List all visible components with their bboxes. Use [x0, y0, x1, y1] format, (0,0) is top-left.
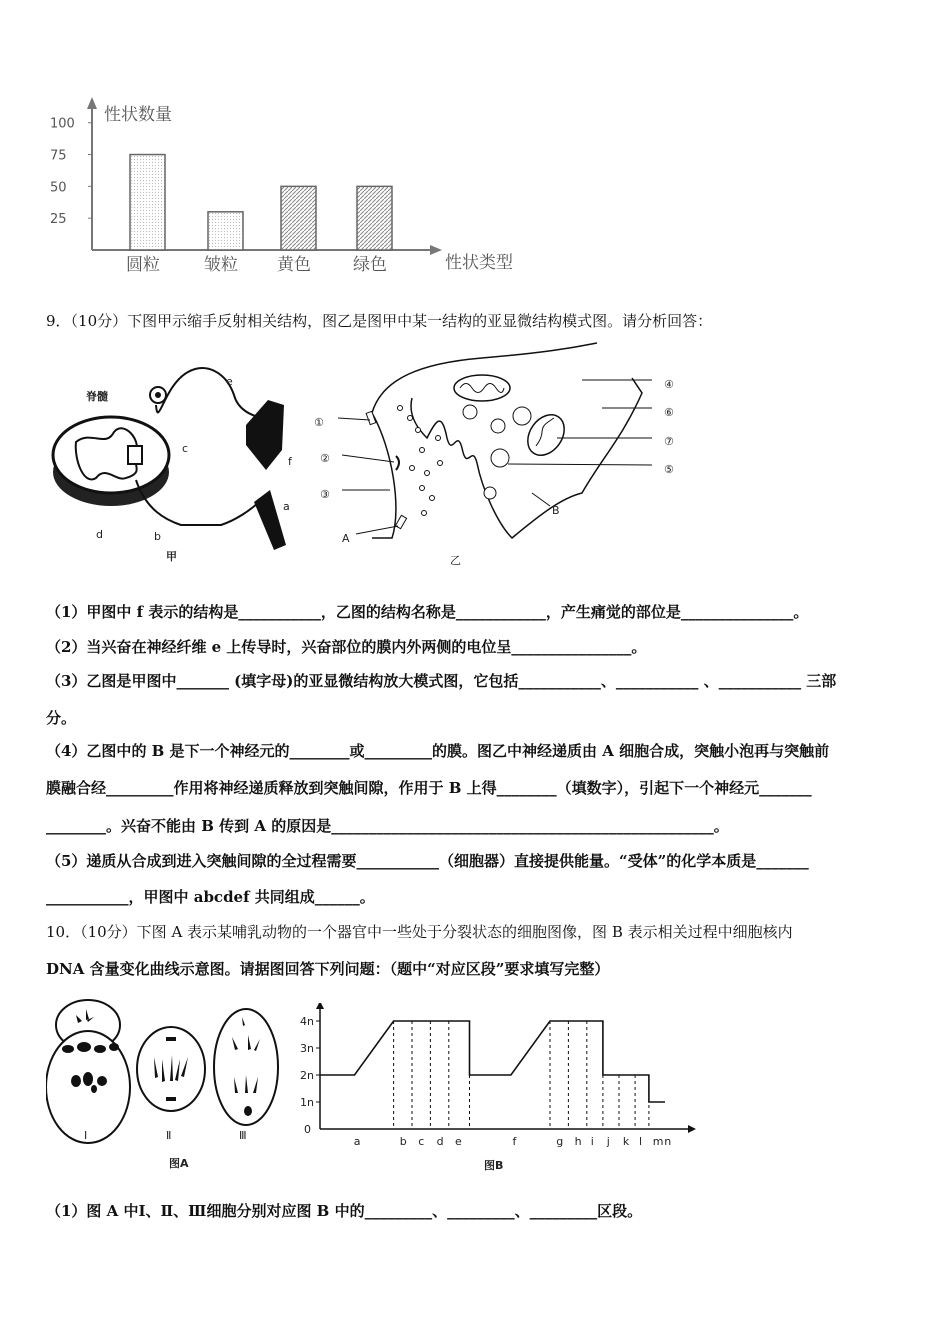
label-cell-III: Ⅲ [239, 1129, 247, 1142]
receptor-1 [366, 411, 376, 424]
segment-label-g: g [556, 1135, 564, 1148]
label-c: c [182, 442, 189, 455]
caption-yi: 乙 [450, 554, 461, 567]
label-B: B [552, 504, 560, 517]
segment-label-b: b [399, 1135, 407, 1148]
segment-label-k: k [622, 1135, 630, 1148]
label-2: ② [320, 452, 330, 465]
y-tick-label: 75 [50, 148, 67, 164]
segment-label-d: d [436, 1135, 444, 1148]
synaptic-vesicle [491, 419, 505, 433]
category-label: 皱粒 [204, 255, 238, 275]
y-tick-label: 50 [50, 180, 67, 196]
y-tick-label: 4n [300, 1015, 314, 1028]
mitochondrion-icon [454, 375, 510, 401]
synaptic-vesicle [491, 449, 509, 467]
label-e: e [226, 375, 233, 388]
caption-figB: 图B [484, 1159, 504, 1172]
label-1: ① [314, 416, 324, 429]
y-ticks [300, 1015, 320, 1136]
segment-label-m: m [652, 1135, 664, 1148]
segment-label-a: a [353, 1135, 361, 1148]
postsynaptic-membrane [411, 378, 642, 538]
x-axis-label: 性状类型 [445, 253, 513, 273]
q9-part4-line2: 膜融合经_________作用将神经递质释放到突触间隙，作用于 B 上得________（填数字），引起下一个神经元_______ [46, 779, 812, 797]
figure-A-cells [46, 997, 291, 1177]
afferent-nerve-e [156, 368, 261, 418]
label-4: ④ [664, 378, 674, 391]
category-label: 圆粒 [126, 255, 160, 275]
spinal-cord-section [53, 417, 169, 493]
dna-curve [320, 1021, 665, 1102]
segment-label-l: l [639, 1135, 643, 1148]
figure-B-dna-chart [298, 1003, 708, 1175]
label-d: d [96, 528, 103, 541]
label-b: b [154, 530, 161, 543]
x-axis-arrow [430, 245, 442, 255]
segment-label-n: n [664, 1135, 672, 1148]
label-cell-II: Ⅱ [166, 1129, 172, 1142]
synaptic-vesicle [484, 487, 496, 499]
q9-part1: （1）甲图中 f 表示的结构是___________，乙图的结构名称是____________，产生痛觉的部位是_______________。 [46, 603, 809, 621]
spinal-interneuron [128, 446, 142, 464]
q9-part3-line1: （3）乙图是甲图中_______ (填字母)的亚显微结构放大模式图，它包括___________、___________ 、___________ 三部 [46, 672, 837, 690]
bar-黄色 [281, 186, 316, 250]
label-3: ③ [320, 488, 330, 501]
y-tick-label: 0 [304, 1123, 311, 1136]
label-A: A [342, 532, 350, 545]
q9-part3-line2: 分。 [46, 709, 77, 727]
segment-label-h: h [574, 1135, 582, 1148]
y-tick-label: 3n [300, 1042, 314, 1055]
y-tick-label: 25 [50, 212, 67, 228]
q10-title-line1: 10．（10分）下图 A 表示某哺乳动物的一个器官中一些处于分裂状态的细胞图像，图 B 表示相关过程中细胞核内 [46, 923, 793, 941]
caption-jia: 甲 [166, 550, 177, 563]
segment-label-f: f [512, 1135, 517, 1148]
bar-绿色 [357, 186, 392, 250]
y-tick-label: 1n [300, 1096, 314, 1109]
segment-label-j: j [606, 1135, 610, 1148]
trait-bar-chart [40, 95, 560, 285]
q9-part5-line1: （5）递质从合成到进入突触间隙的全过程需要___________（细胞器）直接提供能量。“受体”的化学本质是_______ [46, 852, 809, 870]
bar-圆粒 [130, 155, 165, 250]
figure-jia [46, 360, 308, 570]
category-label: 黄色 [277, 255, 311, 275]
bar-皱粒 [208, 212, 243, 250]
receptor-f [246, 400, 284, 470]
y-axis-label: 性状数量 [104, 105, 172, 125]
segment-label-i: i [590, 1135, 594, 1148]
label-spinal-cord: 脊髓 [86, 390, 108, 403]
label-cell-I: Ⅰ [84, 1129, 88, 1142]
segment-labels [354, 1135, 672, 1148]
y-ticks [50, 117, 92, 227]
q9-part4-line3: ________。兴奋不能由 B 传到 A 的原因是___________________________________________________。 [46, 817, 729, 835]
segment-label-c: c [418, 1135, 425, 1148]
effector-a [254, 490, 286, 550]
label-6: ⑥ [664, 406, 674, 419]
q9-part5-line2: ___________，甲图中 abcdef 共同组成______。 [46, 888, 375, 906]
synaptic-vesicle [463, 405, 477, 419]
bars [126, 155, 392, 275]
y-tick-label: 2n [300, 1069, 314, 1082]
category-label: 绿色 [353, 255, 387, 275]
q10-part1: （1）图 A 中Ⅰ、Ⅱ、Ⅲ细胞分别对应图 B 中的_________、_________、_________区段。 [46, 1202, 643, 1220]
y-tick-label: 100 [50, 116, 75, 132]
caption-figA: 图A [169, 1157, 189, 1170]
q9-title: 9．（10分）下图甲示缩手反射相关结构，图乙是图甲中某一结构的亚显微结构模式图。请分析回答： [46, 312, 713, 330]
label-7: ⑦ [664, 435, 674, 448]
y-axis-arrow [87, 97, 97, 109]
figure-yi [312, 338, 712, 573]
q9-part4-line1: （4）乙图中的 B 是下一个神经元的________或_________的膜。图乙中神经递质由 A 细胞合成，突触小泡再与突触前 [46, 742, 830, 760]
label-a: a [283, 500, 290, 513]
q10-title-line2: DNA 含量变化曲线示意图。请据图回答下列问题：（题中“对应区段”要求填写完整） [46, 960, 610, 978]
label-f: f [288, 455, 292, 468]
synaptic-vesicle [513, 407, 531, 425]
segment-label-e: e [455, 1135, 462, 1148]
label-5: ⑤ [664, 463, 674, 476]
neurotransmitter-dots [398, 406, 443, 516]
q9-part2: （2）当兴奋在神经纤维 e 上传导时，兴奋部位的膜内外两侧的电位呈________________。 [46, 638, 647, 656]
